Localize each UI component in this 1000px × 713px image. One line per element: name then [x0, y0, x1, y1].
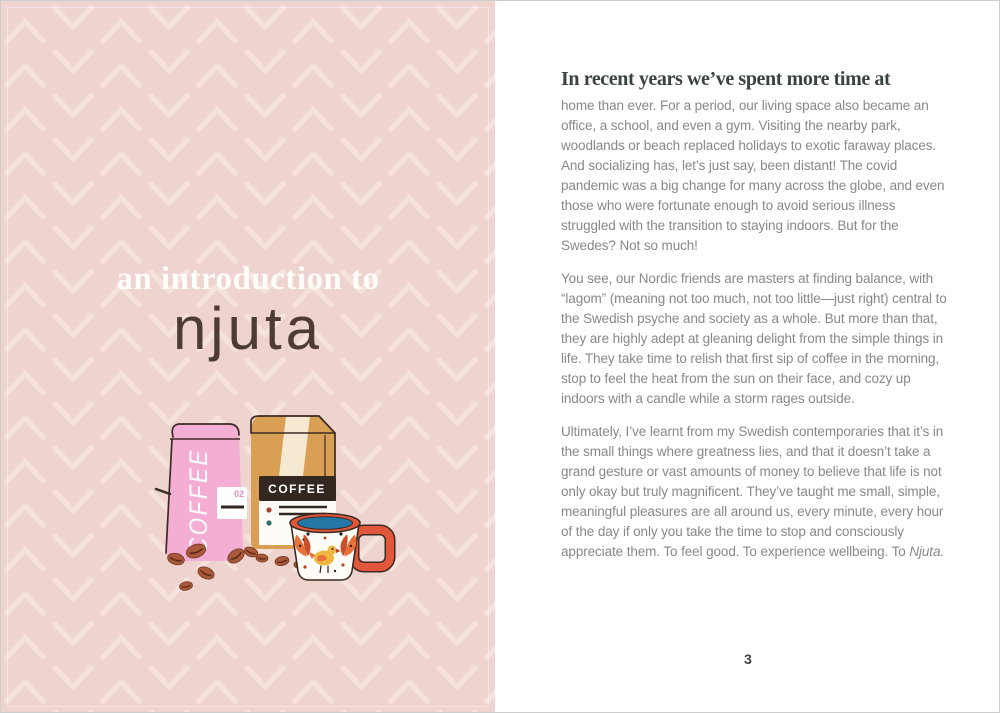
right-page: [495, 1, 1000, 713]
pink-bag-number: 02: [233, 489, 244, 499]
page-number: 3: [744, 651, 752, 667]
pink-bag-label: COFFEE: [185, 434, 213, 554]
paragraph-1: home than ever. For a period, our living space also became an office, a school, and even a gym. Visiting the nearby park, woodlands or beach replaced holidays to exotic faraway places. And socializing has, let’s just say, been distant! The covid pandemic was a big change for many across the globe, and even those who were fortunate enough to avoid serious illness struggled with the transition to staying indoors. But for the Swedes? Not so much!: [561, 98, 945, 253]
chapter-title-kicker: an introduction to: [116, 261, 380, 297]
opening-lead-line: In recent years we’ve spent more time at: [561, 68, 891, 90]
paragraph-2: You see, our Nordic friends are masters at finding balance, with “lagom” (meaning not too much, not too little—just right) central to the Swedish psyche and society as a whole. But more than that, they are highly adept at gleaning delight from the simple things in life. They take time to relish that first sip of coffee in the morning, stop to feel the heat from the sun on their face, and cozy up indoors with a candle while a storm rages outside.: [561, 271, 947, 406]
pink-coffee-bag: [156, 424, 247, 561]
paragraph-3-text: Ultimately, I’ve learnt from my Swedish contemporaries that it’s in the small things where greatness lies, and that it doesn’t take a grand gesture or vast amounts of money to believe that life is not only okay but truly magnificent. They’ve taught me small, simple, meaningful pleasures are all around us, every minute, every hour of the day if only you take the time to stop and consciously appreciate them. To feel good. To experience wellbeing. To: [561, 424, 944, 559]
coffee-mug: [290, 514, 390, 581]
paragraph-3: [561, 422, 947, 562]
body-text-column: [561, 67, 947, 575]
njuta-italic-word: Njuta.: [909, 544, 945, 559]
coffee-illustration: [119, 403, 399, 603]
left-page: [1, 1, 495, 713]
chapter-title: [1, 261, 495, 362]
chapter-title-word: njuta: [172, 295, 324, 362]
tan-bag-label: COFFEE: [268, 482, 326, 496]
